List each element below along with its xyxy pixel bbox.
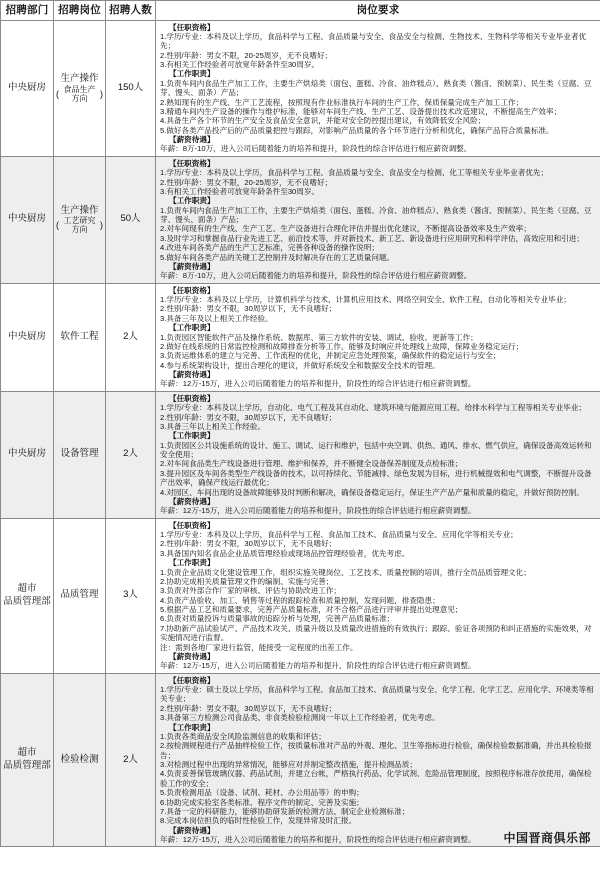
cell-department: 中央厨房 bbox=[1, 391, 54, 518]
position-name: 设备管理 bbox=[60, 448, 99, 460]
duty-line: 1.负责车间内食品生产加工工作，主要生产烘焙类（面包、蛋糕、冷食、油炸糕点）、熟食类（酱卤、预制菜）、民生类（豆腐、豆芽、馒头、面条）产品； bbox=[160, 205, 592, 225]
duty-line: 7.协助新产品试验试产、产品技术攻关、质量升级以及质量改进措施的有效执行；跟踪、验证各项预防和纠正措施的实施效果，对实施情况进行监督。 bbox=[160, 623, 592, 643]
cell-requirements bbox=[156, 518, 600, 673]
duty-line: 2.做好在线系统的日常监控检测和故障排查分析等工作，能够及时响应并处理线上故障，保障业务稳定运行； bbox=[160, 341, 524, 351]
duty-line: 1.负责园区公共设施系统的设计、施工、调试、运行和维护，包括中央空调、供热、通风、排水、燃气供应，确保设备高效运转和安全使用； bbox=[160, 440, 592, 460]
cell-department: 中央厨房 bbox=[1, 283, 54, 391]
duty-line: 3.对检测过程中出现的异常情况，能够应对并制定整改措施，提升检测品质； bbox=[160, 760, 417, 770]
duty-line: 5.做好车间各类产品的关键工艺控制并及时解决存在的工艺质量问题。 bbox=[160, 252, 395, 262]
duty-line: 6.负责对质量投诉与质量事故的追踪分析与处理，完善产品质量标准； bbox=[160, 614, 395, 624]
duty-line: 2.按检测规程进行产品抽样检验工作，按质量标准对产品的外观、理化、卫生等指标进行检验，确保检验数据准确，并出具检验报告； bbox=[160, 741, 592, 760]
qualification-line: 1.学历/专业：本科及以上学历，自动化、电气工程及其自动化、建筑环境与能源应用工程、给排水科学与工程等相关专业毕业； bbox=[160, 403, 587, 413]
column-header-headcount: 招聘人数 bbox=[106, 1, 156, 21]
section-heading-duties: 【工作职责】 bbox=[169, 323, 215, 333]
qualification-line: 3.有相关工作经验者可放宽年龄条件至30周岁。 bbox=[160, 186, 320, 196]
qualification-line: 3.具备第三方检测公司食品类、非食类检验检测岗一年以上工作经验者，优先考虑。 bbox=[160, 713, 440, 723]
duty-line: 4.负责妥善保管玻璃仪器、药品试剂，并建立台帐，严格执行药品、化学试剂、危险品管理制度，按照程序标准存放使用，确保检验工作的安全； bbox=[160, 769, 592, 788]
duty-line: 2.熟知现有的生产线、生产工艺流程，按照现有作业标准执行车间的生产工作，保质保量完成生产加工工作； bbox=[160, 97, 524, 107]
duty-line: 6.协助完成实验室各类标准、程序文件的制定、完善及实施； bbox=[160, 797, 364, 807]
qualification-line: 3.具备三年以上相关工作经验。 bbox=[160, 421, 266, 431]
paren-left: ( bbox=[56, 88, 59, 99]
duty-line: 5.负责检测用品（设备、试剂、耗材、办公用品等）的申购； bbox=[160, 788, 364, 798]
cell-department: 中央厨房 bbox=[1, 156, 54, 283]
section-heading-duties: 【工作职责】 bbox=[169, 431, 215, 441]
qualification-line: 2.性别/年龄：男女不限，20-25周岁，无不良嗜好； bbox=[160, 177, 333, 187]
duty-line: 3.提升园区及车间各类型生产线设备的技术，以可持续化、节能减排、绿色发展为目标，进行机械提效和电气调整，不断提升设备产出效率，确保产线运行最优化； bbox=[160, 468, 592, 488]
duty-line: 5.根据产品工艺和质量要求，完善产品质量标准，对不合格产品进行评审并提出处理意见； bbox=[160, 605, 463, 615]
qualification-line: 1.学历/专业：本科及以上学历，食品科学与工程、食品质量与安全、食品安全与检测、生物技术、生物科学等相关专业毕业者优先； bbox=[160, 31, 587, 51]
duty-line: 3.及时学习和掌握食品行业先进工艺、前沿技术等，并对新技术、新工艺、新设备进行应用研究和科学评估，高效应用和引进； bbox=[160, 233, 584, 243]
cell-department: 中央厨房 bbox=[1, 20, 54, 156]
column-header-position: 招聘岗位 bbox=[54, 1, 106, 21]
section-heading-duties: 【工作职责】 bbox=[169, 69, 215, 79]
section-heading-salary: 【薪资待遇】 bbox=[169, 496, 215, 506]
salary-line: 年薪：12万-15万，进入公司后随着能力的培养和提升，阶段性的综合评估进行相应薪资调整。 bbox=[160, 835, 476, 845]
qualification-line: 1.学历/专业：本科及以上学历，计算机科学与技术、计算机应用技术、网络空间安全、软件工程、自动化等相关专业毕业； bbox=[160, 295, 571, 305]
paren-left: ( bbox=[56, 220, 59, 231]
paren-right: ) bbox=[100, 88, 103, 99]
duty-line: 4.负责产品验收、加工、销售等过程的跟踪检查和质量控制，发现问题，排查隐患； bbox=[160, 595, 440, 605]
direction-line: 方向 bbox=[71, 225, 88, 235]
qualification-line: 1.学历/专业：本科及以上学历，食品科学与工程、食品质量与安全、食品安全与检测、化工等相关专业毕业者优先； bbox=[160, 168, 549, 178]
cell-headcount: 50人 bbox=[106, 156, 156, 283]
duty-line: 1.负责企业品质文化建设管理工作，组织实施关键岗位、工艺技术、质量控制的培训，推行全员品质管理文化； bbox=[160, 567, 531, 577]
salary-line: 年薪：12万-15万，进入公司后随着能力的培养和提升，阶段性的综合评估进行相应薪资调整。 bbox=[160, 506, 476, 516]
direction-line: 工艺研究 bbox=[63, 216, 96, 226]
duty-line: 3.负责运维体系的建立与完善、工作流程的优化，并制定应急处理预案，确保软件的稳定运行与安全； bbox=[160, 351, 501, 361]
duty-line: 2.对车间食品类生产线设备进行管理、维护和保养，并不断健全设备保养制度及点检标准； bbox=[160, 459, 463, 469]
position-name: 生产操作 bbox=[60, 204, 99, 216]
qualification-line: 2.性别/年龄：男女不限，30周岁以下，无不良嗜好； bbox=[160, 703, 337, 713]
cell-requirements bbox=[156, 20, 600, 156]
table-row bbox=[1, 391, 600, 518]
table-body bbox=[1, 20, 600, 847]
cell-requirements bbox=[156, 283, 600, 391]
duty-line: 注：需到各地厂家进行监管，能接受一定程度的出差工作。 bbox=[160, 642, 358, 652]
table-header-row bbox=[1, 1, 600, 21]
position-direction bbox=[55, 217, 104, 235]
section-heading-duties: 【工作职责】 bbox=[169, 196, 215, 206]
cell-requirements bbox=[156, 391, 600, 518]
duty-line: 1.负责各类商品安全风险监测信息的收集和评估； bbox=[160, 731, 326, 741]
section-heading-salary: 【薪资待遇】 bbox=[169, 825, 215, 835]
cell-headcount: 2人 bbox=[106, 673, 156, 847]
table-row bbox=[1, 673, 600, 847]
qualification-line: 1.学历/专业：硕士及以上学历，食品科学与工程、食品加工技术、食品质量与安全、化学工程、化学工艺、应用化学、环境类等相关专业； bbox=[160, 685, 594, 704]
column-header-department: 招聘部门 bbox=[1, 1, 54, 21]
position-name: 生产操作 bbox=[60, 73, 99, 85]
section-heading-salary: 【薪资待遇】 bbox=[169, 370, 215, 380]
salary-line: 年薪：12万-15万，进入公司后随着能力的培养和提升，阶段性的综合评估进行相应薪资调整。 bbox=[160, 379, 476, 389]
cell-position bbox=[54, 673, 106, 847]
section-heading-salary: 【薪资待遇】 bbox=[169, 261, 215, 271]
department-line: 超市 bbox=[17, 747, 37, 759]
qualification-line: 2.性别/年龄：男女不限，30周岁以下，无不良嗜好； bbox=[160, 304, 337, 314]
qualification-line: 1.学历/专业：本科及以上学历，食品科学与工程、食品加工技术、食品质量与安全、应用化学等相关专业； bbox=[160, 530, 518, 540]
section-heading-duties: 【工作职责】 bbox=[169, 558, 215, 568]
cell-position bbox=[54, 283, 106, 391]
cell-requirements bbox=[156, 156, 600, 283]
cell-headcount: 2人 bbox=[106, 391, 156, 518]
direction-line: 方向 bbox=[71, 93, 88, 103]
duty-line: 4.改进车间各类产品的生产工艺标准，完善各种设备的操作说明； bbox=[160, 243, 379, 253]
department-line: 品质管理部 bbox=[3, 760, 51, 772]
cell-requirements bbox=[156, 673, 600, 847]
cell-headcount: 3人 bbox=[106, 518, 156, 673]
duty-line: 8.完成本岗位担负的临时性检验工作，发现异常及时汇报。 bbox=[160, 816, 357, 826]
duty-line: 1.负责园区智能软件产品及操作系统、数据库、第三方软件的安装、调试、验收、更新等工作； bbox=[160, 332, 478, 342]
salary-line: 年薪：12万-15万，进入公司后随着能力的培养和提升，阶段性的综合评估进行相应薪资调整。 bbox=[160, 661, 476, 671]
section-heading-salary: 【薪资待遇】 bbox=[169, 651, 215, 661]
qualification-line: 3.具备三年及以上相关工作经验。 bbox=[160, 313, 273, 323]
section-heading-qualification: 【任职资格】 bbox=[169, 520, 215, 530]
section-heading-duties: 【工作职责】 bbox=[169, 722, 215, 732]
salary-line: 年薪：8万-10万，进入公司后随着能力的培养和提升，阶段性的综合评估进行相应薪资调整。 bbox=[160, 144, 472, 154]
qualification-line: 2.性别/年龄：男女不限，30周岁以下，无不良嗜好； bbox=[160, 539, 337, 549]
watermark: 中国晋商俱乐部 bbox=[503, 830, 591, 845]
cell-position bbox=[54, 391, 106, 518]
qualification-line: 3.具备国内知名食品企业品质管理经验或现场品控管理经验者，优先考虑。 bbox=[160, 548, 410, 558]
section-heading-qualification: 【任职资格】 bbox=[169, 675, 215, 685]
section-heading-qualification: 【任职资格】 bbox=[169, 22, 215, 32]
salary-line: 年薪：8万-10万，进入公司后随着能力的培养和提升，阶段性的综合评估进行相应薪资调整。 bbox=[160, 271, 472, 281]
cell-department bbox=[1, 518, 54, 673]
position-name: 软件工程 bbox=[60, 330, 99, 342]
duty-line: 1.负责车间内食品生产加工工作，主要生产烘焙类（面包、蛋糕、冷食、油炸糕点）、熟食类（酱卤、预制菜）、民生类（豆腐、豆芽、馒头、面条）产品； bbox=[160, 78, 592, 98]
position-direction bbox=[55, 86, 104, 104]
duty-line: 2.协助完成相关质量管理文件的编制、实施与完善； bbox=[160, 576, 334, 586]
cell-position bbox=[54, 20, 106, 156]
requirements-body bbox=[160, 676, 597, 845]
duty-line: 3.负责对外部合作厂家的审核、评估与协助改进工作； bbox=[160, 586, 341, 596]
duty-line: 2.对车间现有的生产线、生产工艺、生产设备进行合理化评估并提出优化建议，不断提高设备效率及生产效率； bbox=[160, 224, 531, 234]
duty-line: 4.对园区、车间出现的设备故障能够及时判断和解决，确保设备稳定运行，保证生产产品产量和质量的稳定，并做好预防控制。 bbox=[160, 487, 584, 497]
table-header bbox=[1, 1, 600, 21]
duty-line: 4.具备生产各个环节的生产安全及食品安全意识，并能对安全防控提出建议，有效降低安全风险； bbox=[160, 116, 486, 126]
section-heading-qualification: 【任职资格】 bbox=[169, 393, 215, 403]
duty-line: 3.精通车间内生产设备的操作与维护标准，能够对车间生产线、生产工艺、设备提出技术改造建议，不断提高生产效率； bbox=[160, 106, 562, 116]
cell-headcount: 150人 bbox=[106, 20, 156, 156]
position-name: 检验检测 bbox=[60, 753, 99, 765]
paren-right: ) bbox=[100, 220, 103, 231]
qualification-line: 2.性别/年龄：男女不限，20-25周岁，无不良嗜好； bbox=[160, 50, 333, 60]
position-name: 品质管理 bbox=[60, 589, 99, 601]
duty-line: 5.做好各类产品投产后的产品质量把控与跟踪，对影响产品质量的各个环节进行分析和优化，确保产品符合质量标准。 bbox=[160, 125, 554, 135]
qualification-line: 3.有相关工作经验者可放宽年龄条件至30周岁。 bbox=[160, 60, 320, 70]
department-line: 超市 bbox=[17, 582, 37, 594]
duty-line: 7.具备一定的科研能力，能够协助研发新的检测方法、制定企业检测标准； bbox=[160, 806, 410, 816]
table-row bbox=[1, 156, 600, 283]
direction-line: 食品生产 bbox=[63, 84, 96, 94]
section-heading-salary: 【薪资待遇】 bbox=[169, 135, 215, 145]
cell-headcount: 2人 bbox=[106, 283, 156, 391]
cell-position bbox=[54, 518, 106, 673]
section-heading-qualification: 【任职资格】 bbox=[169, 285, 215, 295]
cell-department bbox=[1, 673, 54, 847]
department-line: 品质管理部 bbox=[3, 595, 51, 607]
cell-position bbox=[54, 156, 106, 283]
column-header-requirements: 岗位要求 bbox=[156, 1, 600, 21]
table-row bbox=[1, 518, 600, 673]
duty-line: 4.参与系统架构设计，提出合理化的建议，并做好系统安全和数据安全技术的管理。 bbox=[160, 360, 440, 370]
section-heading-qualification: 【任职资格】 bbox=[169, 158, 215, 168]
qualification-line: 2.性别/年龄：男女不限，30周岁以下，无不良嗜好； bbox=[160, 412, 337, 422]
table-row bbox=[1, 20, 600, 156]
table-row bbox=[1, 283, 600, 391]
